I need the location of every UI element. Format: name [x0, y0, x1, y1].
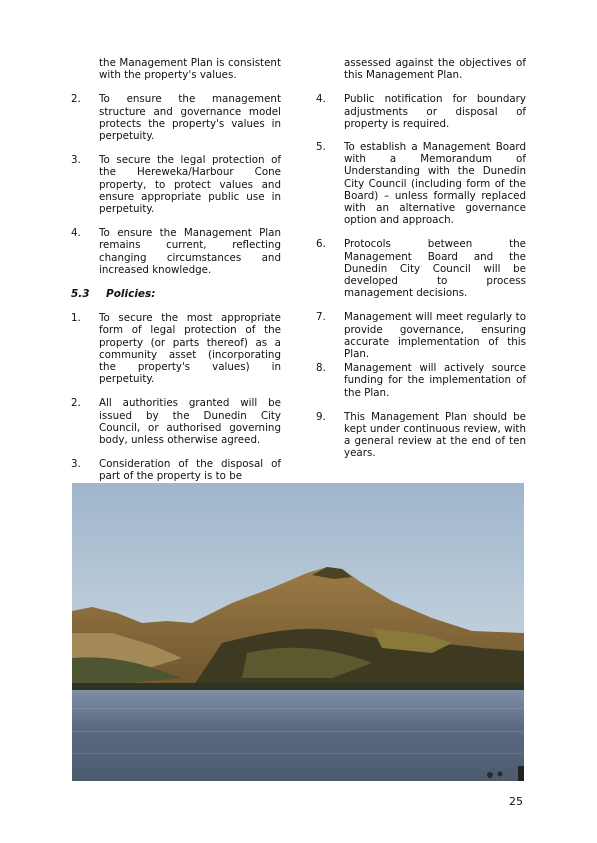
section-heading	[71, 288, 281, 300]
policy-item	[316, 238, 526, 299]
continuation-text: assessed against the objectives of this Management Plan.	[344, 57, 526, 82]
item-text: To ensure the Management Plan remains current, reflecting changing circumstances and increased knowledge.	[99, 227, 281, 276]
harbour-cone-photo	[72, 483, 524, 781]
objective-item	[71, 93, 281, 142]
item-number: 7.	[316, 311, 326, 324]
item-number: 6.	[316, 238, 326, 251]
item-text: Consideration of the disposal of part of the property is to be	[99, 458, 281, 483]
item-number: 1.	[71, 312, 81, 325]
item-text: Protocols between the Management Board and the Dunedin City Council will be developed to process management decisions.	[344, 238, 526, 300]
item-text: To establish a Management Board with a Memorandum of Understanding with the Dunedin City Council (including form of the Board) – unless formally replaced with an alternative governance option and approach.	[344, 141, 526, 227]
item-text: Management will actively source funding for the implementation of the Plan.	[344, 362, 526, 399]
policy-item	[316, 93, 526, 130]
right-column	[316, 57, 526, 460]
policy-item	[71, 312, 281, 385]
left-column	[71, 57, 281, 483]
item-number: 3.	[71, 154, 81, 167]
policy-item	[316, 141, 526, 226]
item-number: 9.	[316, 410, 326, 423]
item-number: 2.	[71, 397, 81, 410]
item-text: Management will meet regularly to provide governance, ensuring accurate implementation of this Plan.	[344, 311, 526, 361]
item-number: 8.	[316, 362, 326, 375]
item-number: 4.	[71, 227, 81, 240]
policy-item	[71, 397, 281, 446]
page-number: 25	[509, 795, 523, 808]
item-number: 2.	[71, 93, 81, 106]
item-text: To ensure the management structure and governance model protects the property's values in perpetuity.	[99, 93, 281, 143]
item-text: Public notification for boundary adjustments or disposal of property is required.	[344, 93, 526, 130]
item-text: All authorities granted will be issued by the Dunedin City Council, or authorised governing body, unless otherwise agreed.	[99, 397, 281, 447]
policy-item	[316, 311, 526, 360]
policy-item	[316, 362, 526, 399]
continuation-text: the Management Plan is consistent with the property's values.	[99, 57, 281, 82]
item-number: 5.	[316, 141, 326, 154]
item-text: To secure the legal protection of the Hereweka/Harbour Cone property, to protect values and ensure appropriate public use in perpetuity.	[99, 154, 281, 216]
section-title: Policies:	[106, 288, 156, 301]
policy-item	[316, 411, 526, 460]
policy-item	[71, 458, 281, 482]
objective-item	[71, 227, 281, 276]
item-text: To secure the most appropriate form of legal protection of the property (or parts thereof) as a community asset (incorporating the property's values) in perpetuity.	[99, 312, 281, 386]
item-text: This Management Plan should be kept under continuous review, with a general review at the end of ten years.	[344, 410, 526, 460]
objective-item	[71, 154, 281, 215]
section-number: 5.3	[71, 288, 90, 301]
item-number: 4.	[316, 93, 326, 106]
item-number: 3.	[71, 458, 81, 471]
